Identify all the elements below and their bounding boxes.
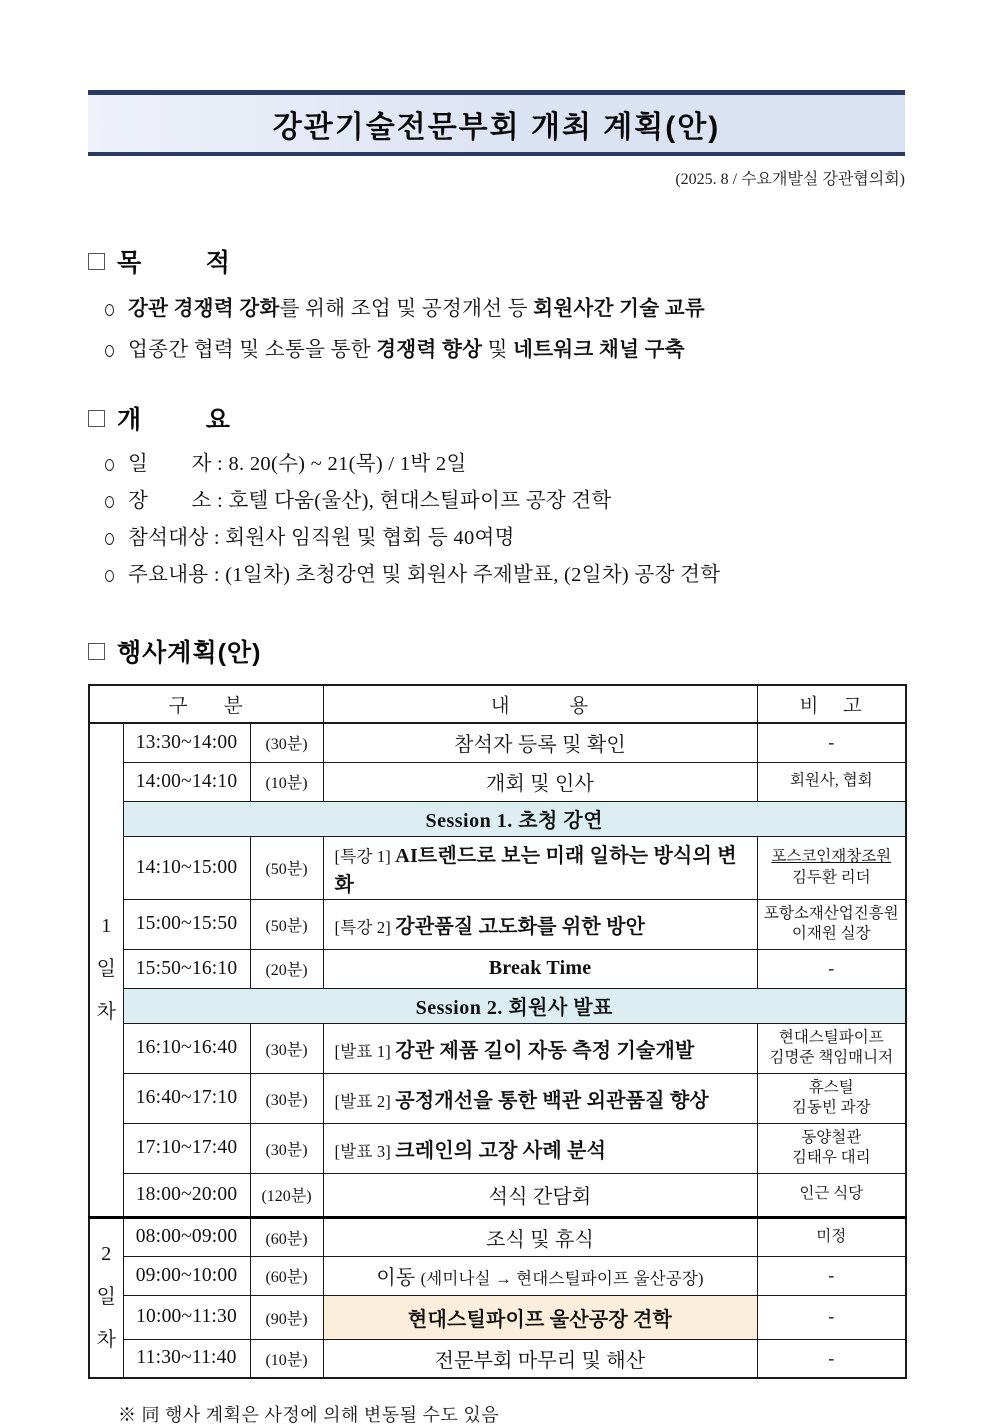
duration-cell: (30분)	[250, 1023, 323, 1073]
overview-item-contents-text: 주요내용 : (1일차) 초청강연 및 회원사 주제발표, (2일차) 공장 견학	[128, 564, 721, 586]
overview-heading	[88, 400, 905, 436]
section-purpose	[88, 243, 905, 362]
note-cell: 회원사, 협회	[757, 762, 906, 801]
square-bullet-icon	[88, 253, 105, 270]
header-note: 비 고	[757, 685, 906, 723]
session-title: Session 2. 회원사 발표	[123, 988, 906, 1023]
overview-list	[88, 446, 905, 587]
content-cell: 참석자 등록 및 확인	[323, 723, 757, 762]
duration-cell: (60분)	[250, 1256, 323, 1295]
header-content: 내 용	[323, 685, 757, 723]
content-cell: [특강 2] 강관품질 고도화를 위한 방안	[323, 899, 757, 949]
footnote: ※ 同 행사 계획은 사정에 의해 변동될 수도 있음	[118, 1405, 500, 1425]
time-cell: 18:00~20:00	[123, 1173, 250, 1217]
purpose-bullet-2-text: 업종간 협력 및 소통을 통한 경쟁력 향상 및 네트워크 채널 구축	[128, 339, 685, 361]
time-cell: 16:40~17:10	[123, 1073, 250, 1123]
content-cell: 개회 및 인사	[323, 762, 757, 801]
overview-item-place	[88, 483, 905, 513]
duration-cell: (10분)	[250, 762, 323, 801]
content-cell: [발표 3] 크레인의 고장 사례 분석	[323, 1123, 757, 1173]
time-cell: 14:10~15:00	[123, 836, 250, 899]
content-cell: 현대스틸파이프 울산공장 견학	[323, 1295, 757, 1339]
time-cell: 10:00~11:30	[123, 1295, 250, 1339]
note-cell: 휴스틸 김동빈 과장	[757, 1073, 906, 1123]
duration-cell: (10분)	[250, 1339, 323, 1378]
square-bullet-icon	[88, 643, 105, 660]
header-category: 구 분	[89, 685, 323, 723]
circle-bullet-icon	[105, 304, 114, 316]
duration-cell: (30분)	[250, 1123, 323, 1173]
content-cell: 석식 간담회	[323, 1173, 757, 1217]
session-row	[89, 988, 906, 1023]
section-overview	[88, 400, 905, 587]
schedule-row	[89, 1123, 906, 1173]
day-label-1: 1 일 차	[89, 723, 123, 1217]
subtitle: (2025. 8 / 수요개발실 강관협의회)	[675, 171, 905, 188]
note-cell: 포항소재산업진흥원 이재원 실장	[757, 899, 906, 949]
note-cell: 포스코인재창조원 김두환 리더	[757, 836, 906, 899]
section-plan	[88, 633, 905, 1379]
overview-heading-label: 개 요	[117, 406, 231, 434]
circle-bullet-icon	[105, 345, 114, 357]
purpose-heading	[88, 243, 905, 279]
time-cell: 14:00~14:10	[123, 762, 250, 801]
circle-bullet-icon	[105, 496, 114, 508]
circle-bullet-icon	[105, 459, 114, 471]
session-row	[89, 801, 906, 836]
schedule-row	[89, 762, 906, 801]
purpose-bullet-1-text: 강관 경쟁력 강화를 위해 조업 및 공정개선 등 회원사간 기술 교류	[128, 298, 705, 320]
day-label-2: 2 일 차	[89, 1217, 123, 1378]
time-cell: 17:10~17:40	[123, 1123, 250, 1173]
time-cell: 15:00~15:50	[123, 899, 250, 949]
note-cell: 현대스틸파이프 김명준 책임매니저	[757, 1023, 906, 1073]
table-header-row	[89, 685, 906, 723]
overview-item-place-text: 장 소 : 호텔 다움(울산), 현대스틸파이프 공장 견학	[128, 490, 612, 512]
schedule-row	[89, 1295, 906, 1339]
duration-cell: (30분)	[250, 1073, 323, 1123]
schedule-row	[89, 1173, 906, 1217]
content-cell: [발표 2] 공정개선을 통한 백관 외관품질 향상	[323, 1073, 757, 1123]
time-cell: 13:30~14:00	[123, 723, 250, 762]
duration-cell: (30분)	[250, 723, 323, 762]
content-cell: [발표 1] 강관 제품 길이 자동 측정 기술개발	[323, 1023, 757, 1073]
schedule-row	[89, 1339, 906, 1378]
note-cell: 인근 식당	[757, 1173, 906, 1217]
purpose-heading-label: 목 적	[117, 249, 231, 277]
content-cell: 조식 및 휴식	[323, 1217, 757, 1256]
note-cell: -	[757, 1256, 906, 1295]
time-cell: 16:10~16:40	[123, 1023, 250, 1073]
circle-bullet-icon	[105, 570, 114, 582]
purpose-bullet-1	[88, 291, 905, 321]
duration-cell: (60분)	[250, 1217, 323, 1256]
content-cell: Break Time	[323, 949, 757, 988]
overview-item-attendees-text: 참석대상 : 회원사 임직원 및 협회 등 40여명	[128, 527, 515, 549]
overview-item-date-text: 일 자 : 8. 20(수) ~ 21(목) / 1박 2일	[128, 453, 467, 475]
schedule-table	[88, 684, 907, 1379]
schedule-row	[89, 723, 906, 762]
plan-heading-label: 행사계획(안)	[117, 639, 262, 667]
square-bullet-icon	[88, 410, 105, 427]
duration-cell: (50분)	[250, 899, 323, 949]
note-cell: 동양철관 김태우 대리	[757, 1123, 906, 1173]
schedule-row	[89, 1023, 906, 1073]
duration-cell: (90분)	[250, 1295, 323, 1339]
note-cell: -	[757, 723, 906, 762]
session-title: Session 1. 초청 강연	[123, 801, 906, 836]
overview-item-attendees	[88, 520, 905, 550]
schedule-row	[89, 1073, 906, 1123]
purpose-bullet-2	[88, 332, 905, 362]
note-cell: -	[757, 949, 906, 988]
note-cell: -	[757, 1339, 906, 1378]
overview-item-contents	[88, 557, 905, 587]
note-cell: -	[757, 1295, 906, 1339]
schedule-row	[89, 949, 906, 988]
schedule-row	[89, 1256, 906, 1295]
time-cell: 09:00~10:00	[123, 1256, 250, 1295]
duration-cell: (50분)	[250, 836, 323, 899]
content-cell: 이동 (세미나실 → 현대스틸파이프 울산공장)	[323, 1256, 757, 1295]
schedule-row	[89, 899, 906, 949]
title-banner	[88, 90, 905, 156]
schedule-row	[89, 1217, 906, 1256]
plan-heading	[88, 633, 905, 669]
content-cell: [특강 1] AI트렌드로 보는 미래 일하는 방식의 변화	[323, 836, 757, 899]
page-title: 강관기술전문부회 개최 계획(안)	[272, 110, 721, 144]
circle-bullet-icon	[105, 533, 114, 545]
overview-item-date	[88, 446, 905, 476]
purpose-list	[88, 291, 905, 362]
note-cell: 미정	[757, 1217, 906, 1256]
duration-cell: (20분)	[250, 949, 323, 988]
schedule-row	[89, 836, 906, 899]
content-cell: 전문부회 마무리 및 해산	[323, 1339, 757, 1378]
duration-cell: (120분)	[250, 1173, 323, 1217]
time-cell: 11:30~11:40	[123, 1339, 250, 1378]
time-cell: 15:50~16:10	[123, 949, 250, 988]
time-cell: 08:00~09:00	[123, 1217, 250, 1256]
